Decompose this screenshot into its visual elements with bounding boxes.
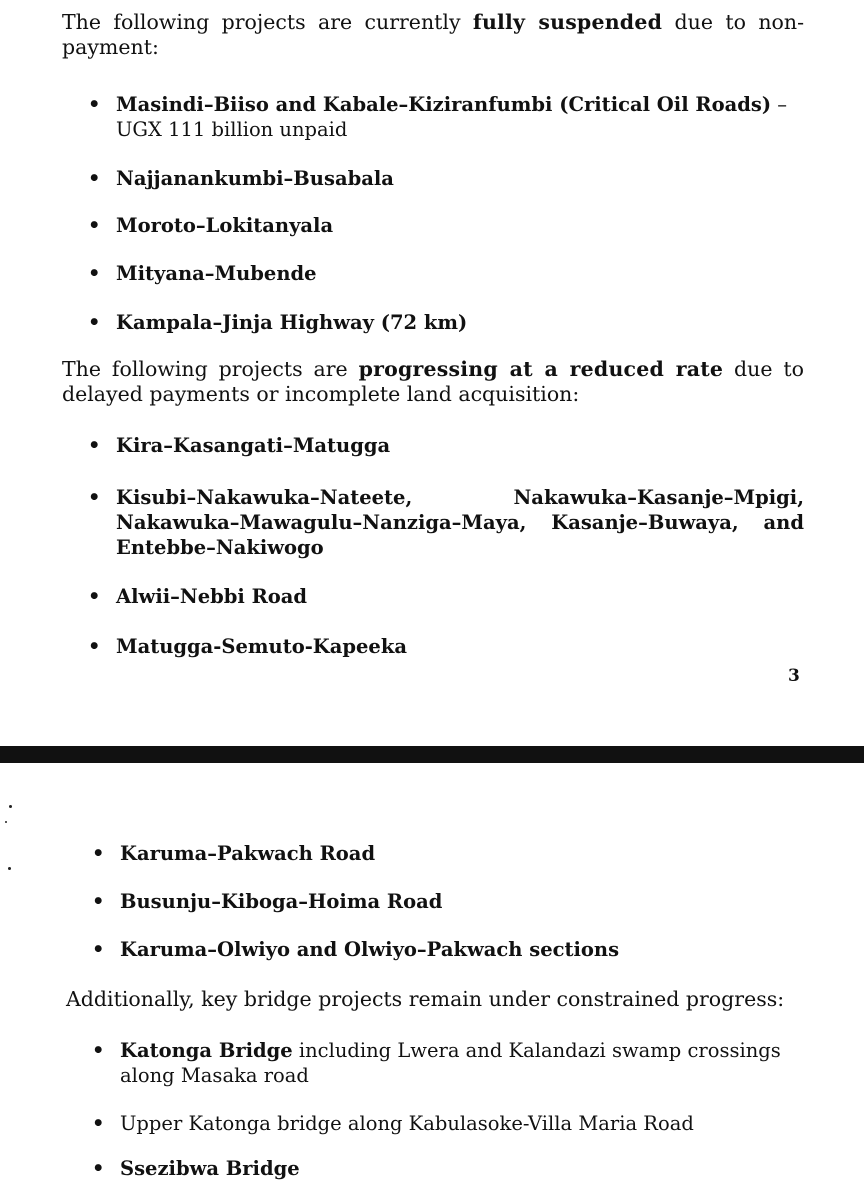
bridge-item-1-rest: including Lwera and Kalandazi swamp crossings along Masaka road xyxy=(120,1039,781,1087)
list-item-bridge xyxy=(92,1111,808,1136)
list-item-reduced xyxy=(88,433,804,458)
bridge-item-3: Ssezibwa Bridge xyxy=(120,1157,300,1180)
list-item-suspended xyxy=(88,261,804,286)
intro-suspended-text-pre: The following projects are currently xyxy=(62,10,473,34)
list-item-suspended xyxy=(88,92,804,142)
scan-speck xyxy=(9,805,12,808)
intro-reduced-emphasis: progressing at a reduced rate xyxy=(358,357,724,381)
bottom-item-1: Karuma–Pakwach Road xyxy=(120,842,376,865)
intro-reduced-text-pre: The following projects are xyxy=(62,357,359,381)
reduced-item-2-part-d: Kasanje–Buwaya, xyxy=(551,511,739,534)
bullet-icon: • xyxy=(88,167,101,190)
bottom-item-2: Busunju–Kiboga–Hoima Road xyxy=(120,890,443,913)
bridge-item-2: Upper Katonga bridge along Kabulasoke-Villa Maria Road xyxy=(120,1112,694,1135)
reduced-item-2-line-2 xyxy=(116,510,804,535)
intro-suspended-text-post: due to non-payment: xyxy=(62,10,805,59)
bullet-icon: • xyxy=(88,262,101,285)
document-page-bottom xyxy=(0,763,864,1200)
scan-speck xyxy=(5,821,7,823)
bullet-icon: • xyxy=(88,214,101,237)
list-item-bridge xyxy=(92,1156,808,1181)
bullet-icon: • xyxy=(92,890,105,913)
scan-speck xyxy=(8,867,11,870)
list-item xyxy=(92,841,808,866)
bullet-icon: • xyxy=(92,1039,105,1062)
bullet-icon: • xyxy=(92,938,105,961)
reduced-item-2-part-c: Nakawuka–Mawagulu–Nanziga–Maya, xyxy=(116,511,527,534)
suspended-item-2: Najjanankumbi–Busabala xyxy=(116,167,394,190)
suspended-item-4: Mityana–Mubende xyxy=(116,262,317,285)
intro-reduced-paragraph xyxy=(62,357,804,407)
bridge-item-1-bold: Katonga Bridge xyxy=(120,1039,293,1062)
bullet-icon: • xyxy=(88,585,101,608)
bullet-icon: • xyxy=(92,1112,105,1135)
list-item-suspended xyxy=(88,213,804,238)
list-item-bridge xyxy=(92,1038,808,1088)
page-break-divider xyxy=(0,746,864,763)
bullet-icon: • xyxy=(88,486,101,509)
list-item-reduced xyxy=(88,485,804,560)
list-item-suspended xyxy=(88,166,804,191)
list-item-reduced xyxy=(88,584,804,609)
reduced-item-3: Alwii–Nebbi Road xyxy=(116,585,308,608)
intro-suspended-paragraph xyxy=(62,10,804,60)
reduced-item-1: Kira–Kasangati–Matugga xyxy=(116,434,391,457)
suspended-item-1-rest: – UGX 111 billion unpaid xyxy=(116,93,788,141)
list-item xyxy=(92,889,808,914)
intro-bridges-paragraph: Additionally, key bridge projects remain under constrained progress: xyxy=(66,987,785,1011)
reduced-item-2-part-b: Nakawuka–Kasanje–Mpigi, xyxy=(513,486,804,509)
suspended-item-3: Moroto–Lokitanyala xyxy=(116,214,334,237)
bullet-icon: • xyxy=(88,635,101,658)
reduced-item-2-line-1 xyxy=(116,485,804,510)
bullet-icon: • xyxy=(88,434,101,457)
suspended-item-1-bold: Masindi–Biiso and Kabale–Kiziranfumbi (Critical Oil Roads) xyxy=(116,93,772,116)
list-item-reduced xyxy=(88,634,804,659)
intro-reduced-text-post: due to delayed payments or incomplete land acquisition: xyxy=(62,357,804,406)
reduced-item-2-part-f: Entebbe–Nakiwogo xyxy=(116,536,324,559)
reduced-item-2-part-a: Kisubi–Nakawuka–Nateete, xyxy=(116,486,413,509)
bullet-icon: • xyxy=(92,1157,105,1180)
reduced-item-2-part-e: and xyxy=(763,511,804,534)
suspended-item-5: Kampala–Jinja Highway (72 km) xyxy=(116,311,468,334)
bullet-icon: • xyxy=(88,311,101,334)
bullet-icon: • xyxy=(92,842,105,865)
intro-suspended-emphasis: fully suspended xyxy=(472,10,663,34)
list-item-suspended xyxy=(88,310,804,335)
bullet-icon: • xyxy=(88,93,101,116)
page-number: 3 xyxy=(788,666,800,686)
list-item xyxy=(92,937,808,962)
bottom-item-3: Karuma–Olwiyo and Olwiyo–Pakwach sections xyxy=(120,938,620,961)
reduced-item-4: Matugga-Semuto-Kapeeka xyxy=(116,635,407,658)
